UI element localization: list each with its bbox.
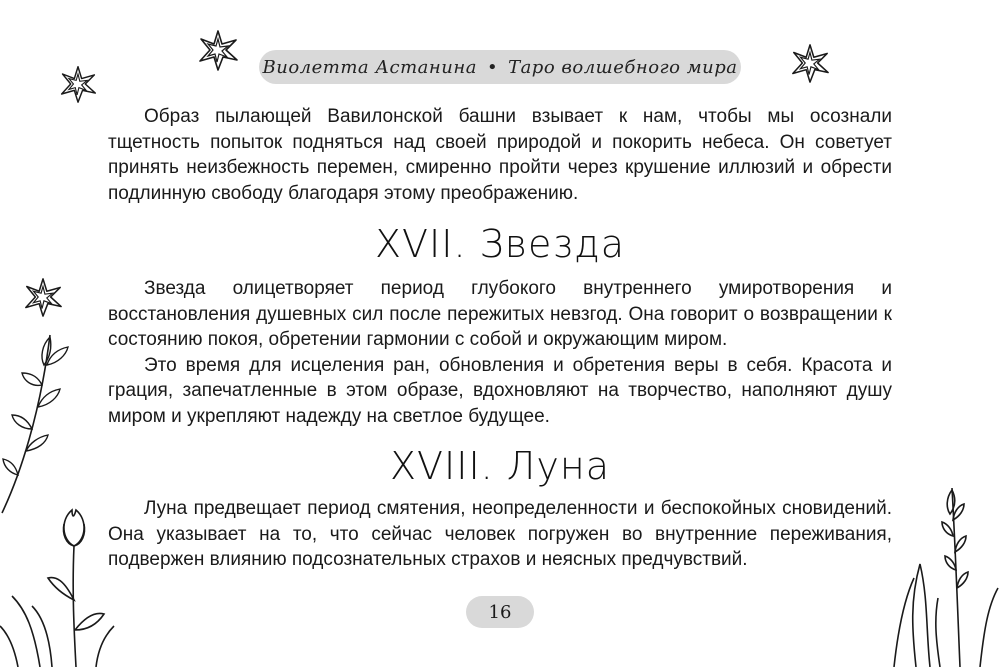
header-separator: • [486, 56, 499, 78]
section-star-paragraph-1: Звезда олицетворяет период глубокого внутреннего умиротворения и восстановления душевных сил после пережитых невзгод. Она говорит о возвращении к состоянию покоя, обретении гармонии с собой и окружающим миром. [108, 278, 892, 350]
section-heading-moon: XVIII. Луна [390, 444, 610, 488]
star-doodle-icon [58, 64, 98, 104]
section-moon-text [108, 496, 892, 573]
running-header [259, 50, 741, 84]
tulip-icon [0, 500, 120, 667]
page-number: 16 [466, 596, 534, 628]
section-star-text [108, 276, 892, 429]
section-star-paragraph-2: Это время для исцеления ран, обновления и обретения веры в себя. Красота и грация, запечатленные в этом образе, вдохновляют на творчество, наполняют душу миром и укрепляют надежду на светлое будущее. [108, 354, 892, 427]
header-book-title: Таро волшебного мира [508, 56, 738, 78]
star-doodle-icon [788, 42, 832, 84]
intro-paragraph: Образ пылающей Вавилонской башни взывает к нам, чтобы мы осознали тщетность попыток подняться над своей природой и покорить небеса. Он советует принять неизбежность перемен, смиренно пройти через крушение иллюзий и обрести подлинную свободу благодаря этому преображению. [108, 106, 892, 204]
section-heading-star: XVII. Звезда [375, 222, 625, 266]
header-author: Виолетта Астанина [262, 56, 477, 78]
intro-text [108, 104, 892, 206]
grass-icon [880, 480, 1000, 667]
star-doodle-icon [196, 28, 240, 72]
star-doodle-icon [22, 276, 64, 318]
section-moon-paragraph-1: Луна предвещает период смятения, неопределенности и беспокойных сновидений. Она указывает на то, что сейчас человек погружен во внутренние переживания, подвержен влиянию подсознательных страхов и неясных предчувствий. [108, 498, 892, 570]
